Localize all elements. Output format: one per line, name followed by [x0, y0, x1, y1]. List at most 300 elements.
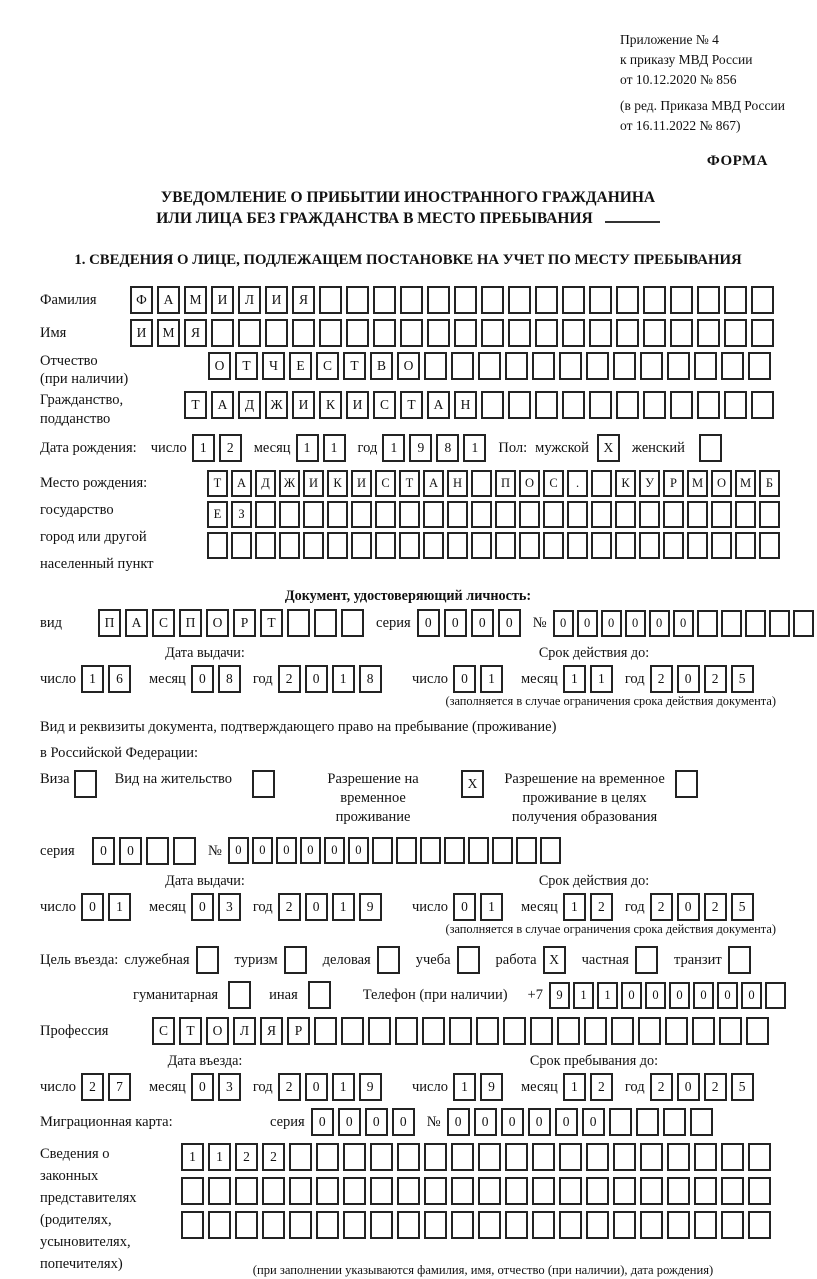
- char-box[interactable]: [427, 319, 450, 347]
- char-box[interactable]: [559, 1143, 582, 1171]
- char-box[interactable]: [586, 1177, 609, 1205]
- char-box[interactable]: [262, 1211, 285, 1239]
- char-box[interactable]: [719, 1017, 742, 1045]
- char-box-filled[interactable]: 1: [323, 434, 346, 462]
- char-box-filled[interactable]: .: [567, 470, 588, 497]
- char-box-filled[interactable]: 0: [669, 982, 690, 1009]
- char-box-filled[interactable]: 1: [463, 434, 486, 462]
- char-box[interactable]: [370, 1211, 393, 1239]
- char-box-filled[interactable]: А: [231, 470, 252, 497]
- char-box-filled[interactable]: X: [543, 946, 566, 974]
- char-box[interactable]: [319, 286, 342, 314]
- char-box-filled[interactable]: 1: [332, 665, 355, 693]
- char-box-filled[interactable]: 8: [218, 665, 241, 693]
- char-box[interactable]: [370, 1177, 393, 1205]
- char-box[interactable]: [316, 1211, 339, 1239]
- char-box-filled[interactable]: 1: [296, 434, 319, 462]
- char-box-filled[interactable]: 9: [359, 1073, 382, 1101]
- char-box[interactable]: [454, 286, 477, 314]
- char-box-filled[interactable]: 5: [731, 1073, 754, 1101]
- char-box-filled[interactable]: 0: [311, 1108, 334, 1136]
- char-box[interactable]: [424, 1177, 447, 1205]
- char-box-filled[interactable]: 0: [673, 610, 694, 637]
- char-box[interactable]: [711, 532, 732, 559]
- char-box[interactable]: [721, 352, 744, 380]
- char-box[interactable]: [724, 319, 747, 347]
- char-box[interactable]: [586, 1211, 609, 1239]
- char-box[interactable]: [535, 286, 558, 314]
- char-box-filled[interactable]: К: [319, 391, 342, 419]
- char-box-filled[interactable]: 1: [81, 665, 104, 693]
- char-box-filled[interactable]: Ж: [265, 391, 288, 419]
- char-box[interactable]: [697, 286, 720, 314]
- char-box[interactable]: [235, 1211, 258, 1239]
- char-box[interactable]: [341, 609, 364, 637]
- char-box[interactable]: [559, 352, 582, 380]
- char-box[interactable]: [745, 610, 766, 637]
- char-box[interactable]: [535, 319, 558, 347]
- char-box[interactable]: [535, 391, 558, 419]
- char-box[interactable]: [424, 352, 447, 380]
- char-box[interactable]: [675, 770, 698, 798]
- char-box[interactable]: [584, 1017, 607, 1045]
- char-box[interactable]: [532, 1211, 555, 1239]
- char-box[interactable]: [238, 319, 261, 347]
- char-box-filled[interactable]: 0: [305, 665, 328, 693]
- char-box-filled[interactable]: А: [125, 609, 148, 637]
- char-box[interactable]: [292, 319, 315, 347]
- char-box[interactable]: [667, 1143, 690, 1171]
- char-box[interactable]: [327, 501, 348, 528]
- char-box-filled[interactable]: 1: [208, 1143, 231, 1171]
- char-box-filled[interactable]: 9: [549, 982, 570, 1009]
- char-box-filled[interactable]: Т: [179, 1017, 202, 1045]
- char-box[interactable]: [397, 1211, 420, 1239]
- char-box[interactable]: [636, 1108, 659, 1136]
- char-box[interactable]: [368, 1017, 391, 1045]
- char-box-filled[interactable]: 0: [191, 1073, 214, 1101]
- char-box-filled[interactable]: 8: [359, 665, 382, 693]
- char-box[interactable]: [481, 286, 504, 314]
- char-box-filled[interactable]: С: [375, 470, 396, 497]
- char-box-filled[interactable]: И: [303, 470, 324, 497]
- char-box[interactable]: [663, 1108, 686, 1136]
- char-box-filled[interactable]: 0: [300, 837, 321, 864]
- char-box-filled[interactable]: 0: [474, 1108, 497, 1136]
- char-box[interactable]: [690, 1108, 713, 1136]
- char-box-filled[interactable]: 2: [650, 893, 673, 921]
- char-box[interactable]: [208, 1211, 231, 1239]
- char-box[interactable]: [341, 1017, 364, 1045]
- char-box-filled[interactable]: 0: [444, 609, 467, 637]
- char-box[interactable]: [279, 532, 300, 559]
- char-box[interactable]: [557, 1017, 580, 1045]
- char-box-filled[interactable]: 1: [563, 893, 586, 921]
- char-box[interactable]: [400, 319, 423, 347]
- char-box[interactable]: [639, 501, 660, 528]
- char-box[interactable]: [586, 1143, 609, 1171]
- char-box[interactable]: [397, 1143, 420, 1171]
- char-box[interactable]: [314, 609, 337, 637]
- char-box-filled[interactable]: X: [461, 770, 484, 798]
- char-box-filled[interactable]: 0: [582, 1108, 605, 1136]
- char-box[interactable]: [478, 352, 501, 380]
- char-box-filled[interactable]: М: [687, 470, 708, 497]
- char-box[interactable]: [589, 319, 612, 347]
- char-box[interactable]: [400, 286, 423, 314]
- char-box-filled[interactable]: 5: [731, 893, 754, 921]
- char-box[interactable]: [530, 1017, 553, 1045]
- char-box[interactable]: [424, 1143, 447, 1171]
- char-box-filled[interactable]: 1: [590, 665, 613, 693]
- char-box[interactable]: [724, 391, 747, 419]
- char-box[interactable]: [351, 501, 372, 528]
- char-box[interactable]: [508, 391, 531, 419]
- char-box-filled[interactable]: А: [157, 286, 180, 314]
- char-box[interactable]: [420, 837, 441, 864]
- char-box[interactable]: [639, 532, 660, 559]
- char-box-filled[interactable]: 0: [677, 1073, 700, 1101]
- char-box[interactable]: [697, 391, 720, 419]
- char-box[interactable]: [427, 286, 450, 314]
- char-box-filled[interactable]: 1: [597, 982, 618, 1009]
- char-box-filled[interactable]: Ч: [262, 352, 285, 380]
- char-box[interactable]: [255, 532, 276, 559]
- char-box[interactable]: [375, 501, 396, 528]
- char-box-filled[interactable]: 0: [501, 1108, 524, 1136]
- char-box[interactable]: [735, 532, 756, 559]
- char-box[interactable]: [793, 610, 814, 637]
- char-box-filled[interactable]: 0: [553, 610, 574, 637]
- char-box[interactable]: [699, 434, 722, 462]
- char-box[interactable]: [728, 946, 751, 974]
- char-box[interactable]: [397, 1177, 420, 1205]
- char-box[interactable]: [449, 1017, 472, 1045]
- char-box[interactable]: [303, 532, 324, 559]
- char-box[interactable]: [208, 1177, 231, 1205]
- char-box-filled[interactable]: 0: [392, 1108, 415, 1136]
- char-box[interactable]: [289, 1143, 312, 1171]
- char-box[interactable]: [665, 1017, 688, 1045]
- char-box[interactable]: [567, 501, 588, 528]
- char-box[interactable]: [751, 286, 774, 314]
- char-box[interactable]: [505, 1177, 528, 1205]
- char-box[interactable]: [721, 1143, 744, 1171]
- char-box-filled[interactable]: О: [711, 470, 732, 497]
- char-box-filled[interactable]: Л: [233, 1017, 256, 1045]
- char-box-filled[interactable]: 7: [108, 1073, 131, 1101]
- char-box-filled[interactable]: 1: [480, 665, 503, 693]
- char-box-filled[interactable]: 8: [436, 434, 459, 462]
- char-box-filled[interactable]: К: [327, 470, 348, 497]
- char-box-filled[interactable]: Р: [233, 609, 256, 637]
- char-box-filled[interactable]: А: [211, 391, 234, 419]
- char-box-filled[interactable]: X: [597, 434, 620, 462]
- char-box-filled[interactable]: Ф: [130, 286, 153, 314]
- char-box[interactable]: [721, 1211, 744, 1239]
- char-box-filled[interactable]: 0: [625, 610, 646, 637]
- char-box[interactable]: [759, 501, 780, 528]
- char-box[interactable]: [377, 946, 400, 974]
- char-box[interactable]: [591, 532, 612, 559]
- char-box[interactable]: [519, 501, 540, 528]
- char-box[interactable]: [751, 319, 774, 347]
- char-box[interactable]: [746, 1017, 769, 1045]
- char-box[interactable]: [591, 501, 612, 528]
- char-box-filled[interactable]: 0: [677, 893, 700, 921]
- char-box[interactable]: [468, 837, 489, 864]
- char-box[interactable]: [444, 837, 465, 864]
- char-box[interactable]: [532, 1177, 555, 1205]
- char-box[interactable]: [471, 470, 492, 497]
- char-box-filled[interactable]: 0: [252, 837, 273, 864]
- char-box[interactable]: [372, 837, 393, 864]
- char-box-filled[interactable]: С: [543, 470, 564, 497]
- char-box[interactable]: [447, 501, 468, 528]
- char-box[interactable]: [492, 837, 513, 864]
- char-box-filled[interactable]: 1: [192, 434, 215, 462]
- char-box[interactable]: [74, 770, 97, 798]
- char-box-filled[interactable]: 0: [621, 982, 642, 1009]
- char-box[interactable]: [370, 1143, 393, 1171]
- char-box[interactable]: [375, 532, 396, 559]
- char-box-filled[interactable]: Д: [255, 470, 276, 497]
- char-box-filled[interactable]: 2: [704, 893, 727, 921]
- char-box[interactable]: [638, 1017, 661, 1045]
- char-box-filled[interactable]: 0: [498, 609, 521, 637]
- char-box[interactable]: [616, 286, 639, 314]
- char-box-filled[interactable]: 0: [453, 665, 476, 693]
- char-box[interactable]: [562, 391, 585, 419]
- char-box-filled[interactable]: 0: [693, 982, 714, 1009]
- char-box[interactable]: [667, 1211, 690, 1239]
- char-box-filled[interactable]: Я: [184, 319, 207, 347]
- char-box[interactable]: [289, 1211, 312, 1239]
- char-box-filled[interactable]: М: [735, 470, 756, 497]
- char-box[interactable]: [284, 946, 307, 974]
- char-box[interactable]: [471, 501, 492, 528]
- char-box[interactable]: [351, 532, 372, 559]
- char-box[interactable]: [476, 1017, 499, 1045]
- char-box[interactable]: [643, 319, 666, 347]
- char-box[interactable]: [567, 532, 588, 559]
- char-box[interactable]: [265, 319, 288, 347]
- char-box[interactable]: [759, 532, 780, 559]
- char-box-filled[interactable]: Н: [454, 391, 477, 419]
- char-box[interactable]: [611, 1017, 634, 1045]
- char-box-filled[interactable]: 0: [717, 982, 738, 1009]
- char-box-filled[interactable]: 2: [81, 1073, 104, 1101]
- char-box[interactable]: [532, 1143, 555, 1171]
- char-box-filled[interactable]: 0: [649, 610, 670, 637]
- char-box[interactable]: [478, 1143, 501, 1171]
- char-box-filled[interactable]: 1: [181, 1143, 204, 1171]
- char-box[interactable]: [543, 532, 564, 559]
- char-box[interactable]: [235, 1177, 258, 1205]
- char-box[interactable]: [211, 319, 234, 347]
- char-box[interactable]: [640, 352, 663, 380]
- char-box[interactable]: [616, 319, 639, 347]
- char-box-filled[interactable]: 0: [348, 837, 369, 864]
- char-box[interactable]: [424, 1211, 447, 1239]
- char-box-filled[interactable]: Р: [663, 470, 684, 497]
- char-box[interactable]: [454, 319, 477, 347]
- char-box[interactable]: [697, 610, 718, 637]
- char-box[interactable]: [751, 391, 774, 419]
- char-box-filled[interactable]: 0: [601, 610, 622, 637]
- char-box-filled[interactable]: И: [211, 286, 234, 314]
- char-box-filled[interactable]: А: [423, 470, 444, 497]
- char-box-filled[interactable]: 0: [191, 665, 214, 693]
- char-box-filled[interactable]: И: [130, 319, 153, 347]
- char-box[interactable]: [769, 610, 790, 637]
- char-box-filled[interactable]: И: [265, 286, 288, 314]
- char-box-filled[interactable]: 2: [278, 665, 301, 693]
- char-box-filled[interactable]: У: [639, 470, 660, 497]
- char-box[interactable]: [505, 1143, 528, 1171]
- char-box-filled[interactable]: А: [427, 391, 450, 419]
- char-box[interactable]: [316, 1177, 339, 1205]
- char-box-filled[interactable]: И: [346, 391, 369, 419]
- char-box-filled[interactable]: 0: [324, 837, 345, 864]
- char-box[interactable]: [640, 1177, 663, 1205]
- char-box-filled[interactable]: 0: [191, 893, 214, 921]
- char-box-filled[interactable]: Т: [207, 470, 228, 497]
- char-box-filled[interactable]: 1: [573, 982, 594, 1009]
- char-box-filled[interactable]: 0: [276, 837, 297, 864]
- char-box[interactable]: [562, 286, 585, 314]
- char-box[interactable]: [422, 1017, 445, 1045]
- char-box[interactable]: [532, 352, 555, 380]
- char-box[interactable]: [373, 286, 396, 314]
- char-box[interactable]: [373, 319, 396, 347]
- char-box[interactable]: [346, 319, 369, 347]
- char-box[interactable]: [586, 352, 609, 380]
- char-box-filled[interactable]: 0: [92, 837, 115, 865]
- char-box-filled[interactable]: В: [370, 352, 393, 380]
- char-box[interactable]: [146, 837, 169, 865]
- char-box-filled[interactable]: 0: [645, 982, 666, 1009]
- char-box[interactable]: [615, 532, 636, 559]
- char-box[interactable]: [591, 470, 612, 497]
- char-box-filled[interactable]: 2: [278, 1073, 301, 1101]
- char-box-filled[interactable]: О: [519, 470, 540, 497]
- char-box[interactable]: [508, 319, 531, 347]
- char-box[interactable]: [451, 352, 474, 380]
- char-box-filled[interactable]: 5: [731, 665, 754, 693]
- char-box[interactable]: [319, 319, 342, 347]
- char-box[interactable]: [663, 532, 684, 559]
- char-box[interactable]: [289, 1177, 312, 1205]
- char-box-filled[interactable]: 2: [590, 893, 613, 921]
- char-box[interactable]: [692, 1017, 715, 1045]
- char-box[interactable]: [399, 501, 420, 528]
- char-box[interactable]: [451, 1211, 474, 1239]
- char-box[interactable]: [667, 352, 690, 380]
- char-box-filled[interactable]: 1: [332, 1073, 355, 1101]
- char-box-filled[interactable]: 0: [365, 1108, 388, 1136]
- char-box-filled[interactable]: 2: [278, 893, 301, 921]
- char-box-filled[interactable]: П: [495, 470, 516, 497]
- char-box-filled[interactable]: 3: [218, 893, 241, 921]
- char-box-filled[interactable]: С: [373, 391, 396, 419]
- char-box[interactable]: [687, 532, 708, 559]
- char-box[interactable]: [423, 532, 444, 559]
- char-box-filled[interactable]: 0: [417, 609, 440, 637]
- char-box[interactable]: [711, 501, 732, 528]
- char-box-filled[interactable]: 0: [741, 982, 762, 1009]
- char-box-filled[interactable]: 2: [262, 1143, 285, 1171]
- char-box[interactable]: [207, 532, 228, 559]
- char-box-filled[interactable]: С: [152, 1017, 175, 1045]
- char-box-filled[interactable]: 1: [332, 893, 355, 921]
- char-box-filled[interactable]: И: [351, 470, 372, 497]
- char-box-filled[interactable]: Е: [207, 501, 228, 528]
- char-box[interactable]: [228, 981, 251, 1009]
- char-box[interactable]: [721, 610, 742, 637]
- char-box-filled[interactable]: Б: [759, 470, 780, 497]
- char-box[interactable]: [670, 319, 693, 347]
- char-box[interactable]: [643, 286, 666, 314]
- char-box-filled[interactable]: Т: [235, 352, 258, 380]
- char-box-filled[interactable]: 0: [338, 1108, 361, 1136]
- char-box[interactable]: [495, 532, 516, 559]
- char-box-filled[interactable]: 0: [471, 609, 494, 637]
- char-box[interactable]: [327, 532, 348, 559]
- char-box[interactable]: [447, 532, 468, 559]
- char-box-filled[interactable]: 2: [704, 1073, 727, 1101]
- char-box-filled[interactable]: 1: [108, 893, 131, 921]
- char-box[interactable]: [471, 532, 492, 559]
- char-box[interactable]: [748, 1177, 771, 1205]
- char-box-filled[interactable]: М: [184, 286, 207, 314]
- char-box[interactable]: [613, 1177, 636, 1205]
- char-box[interactable]: [516, 837, 537, 864]
- char-box[interactable]: [613, 1143, 636, 1171]
- char-box-filled[interactable]: 0: [305, 1073, 328, 1101]
- char-box[interactable]: [640, 1211, 663, 1239]
- char-box-filled[interactable]: Т: [260, 609, 283, 637]
- char-box-filled[interactable]: М: [157, 319, 180, 347]
- char-box-filled[interactable]: Т: [184, 391, 207, 419]
- char-box[interactable]: [231, 532, 252, 559]
- char-box-filled[interactable]: О: [397, 352, 420, 380]
- char-box-filled[interactable]: 2: [219, 434, 242, 462]
- char-box-filled[interactable]: 0: [81, 893, 104, 921]
- char-box-filled[interactable]: Т: [343, 352, 366, 380]
- char-box[interactable]: [694, 1211, 717, 1239]
- char-box-filled[interactable]: 0: [528, 1108, 551, 1136]
- char-box[interactable]: [559, 1177, 582, 1205]
- char-box-filled[interactable]: 9: [359, 893, 382, 921]
- char-box-filled[interactable]: 0: [305, 893, 328, 921]
- char-box[interactable]: [505, 1211, 528, 1239]
- char-box[interactable]: [663, 501, 684, 528]
- char-box[interactable]: [478, 1177, 501, 1205]
- char-box[interactable]: [670, 391, 693, 419]
- char-box-filled[interactable]: Т: [399, 470, 420, 497]
- char-box-filled[interactable]: 1: [563, 665, 586, 693]
- char-box[interactable]: [495, 501, 516, 528]
- char-box[interactable]: [252, 770, 275, 798]
- char-box[interactable]: [451, 1177, 474, 1205]
- char-box-filled[interactable]: Е: [289, 352, 312, 380]
- char-box[interactable]: [308, 981, 331, 1009]
- char-box-filled[interactable]: К: [615, 470, 636, 497]
- char-box-filled[interactable]: 0: [577, 610, 598, 637]
- char-box-filled[interactable]: И: [292, 391, 315, 419]
- char-box-filled[interactable]: 0: [677, 665, 700, 693]
